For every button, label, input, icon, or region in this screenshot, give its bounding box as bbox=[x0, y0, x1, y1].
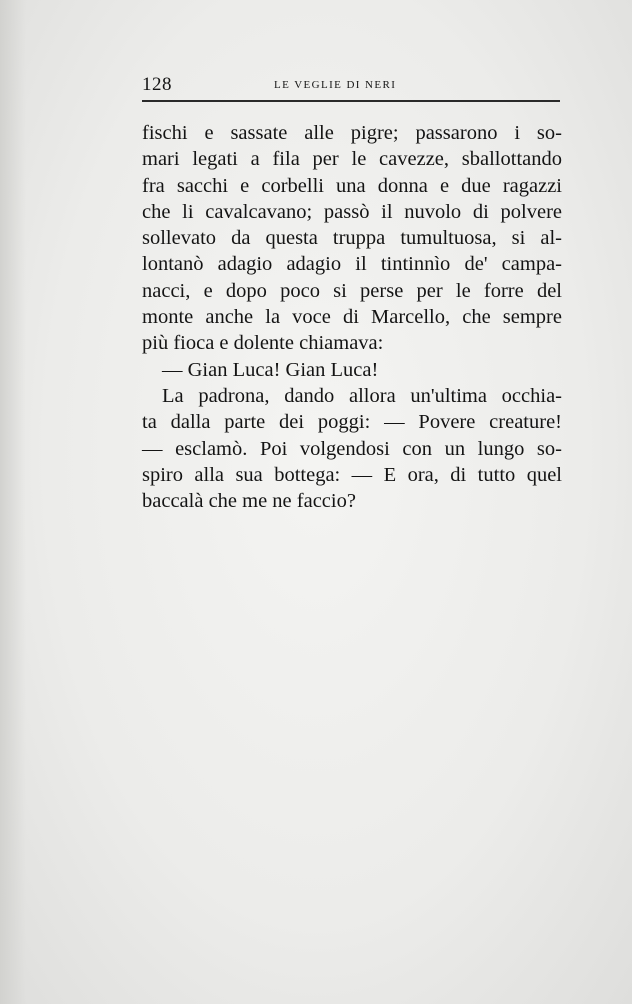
page-number: 128 bbox=[142, 74, 172, 95]
text-line: baccalà che me ne faccio? bbox=[142, 490, 356, 513]
body-text bbox=[142, 120, 562, 514]
text-line: fra sacchi e corbelli una donna e due ragazzi bbox=[142, 174, 562, 197]
text-line: fischi e sassate alle pigre; passarono i so- bbox=[142, 122, 562, 144]
header-rule bbox=[142, 100, 560, 102]
text-line: sollevato da questa truppa tumultuosa, si al- bbox=[142, 227, 562, 250]
text-line: lontanò adagio adagio il tintinnìo de' campa- bbox=[142, 253, 562, 276]
text-line: ta dalla parte dei poggi: — Povere creature! bbox=[142, 411, 562, 434]
text-line: che li cavalcavano; passò il nuvolo di polvere bbox=[142, 200, 562, 223]
text-line: più fioca e dolente chiamava: bbox=[142, 332, 384, 355]
text-line: monte anche la voce di Marcello, che sempre bbox=[142, 306, 562, 329]
text-line: spiro alla sua bottega: — E ora, di tutto quel bbox=[142, 463, 562, 486]
page-header bbox=[142, 74, 560, 98]
text-line: nacci, e dopo poco si perse per le forre del bbox=[142, 279, 562, 302]
dialogue-line: — Gian Luca! Gian Luca! bbox=[162, 358, 379, 381]
running-title: LE VEGLIE DI NERI bbox=[274, 79, 397, 91]
text-line: mari legati a fila per le cavezze, sballottando bbox=[142, 148, 562, 171]
text-line: — esclamò. Poi volgendosi con un lungo so- bbox=[142, 437, 562, 460]
text-line: La padrona, dando allora un'ultima occhia- bbox=[162, 384, 562, 407]
